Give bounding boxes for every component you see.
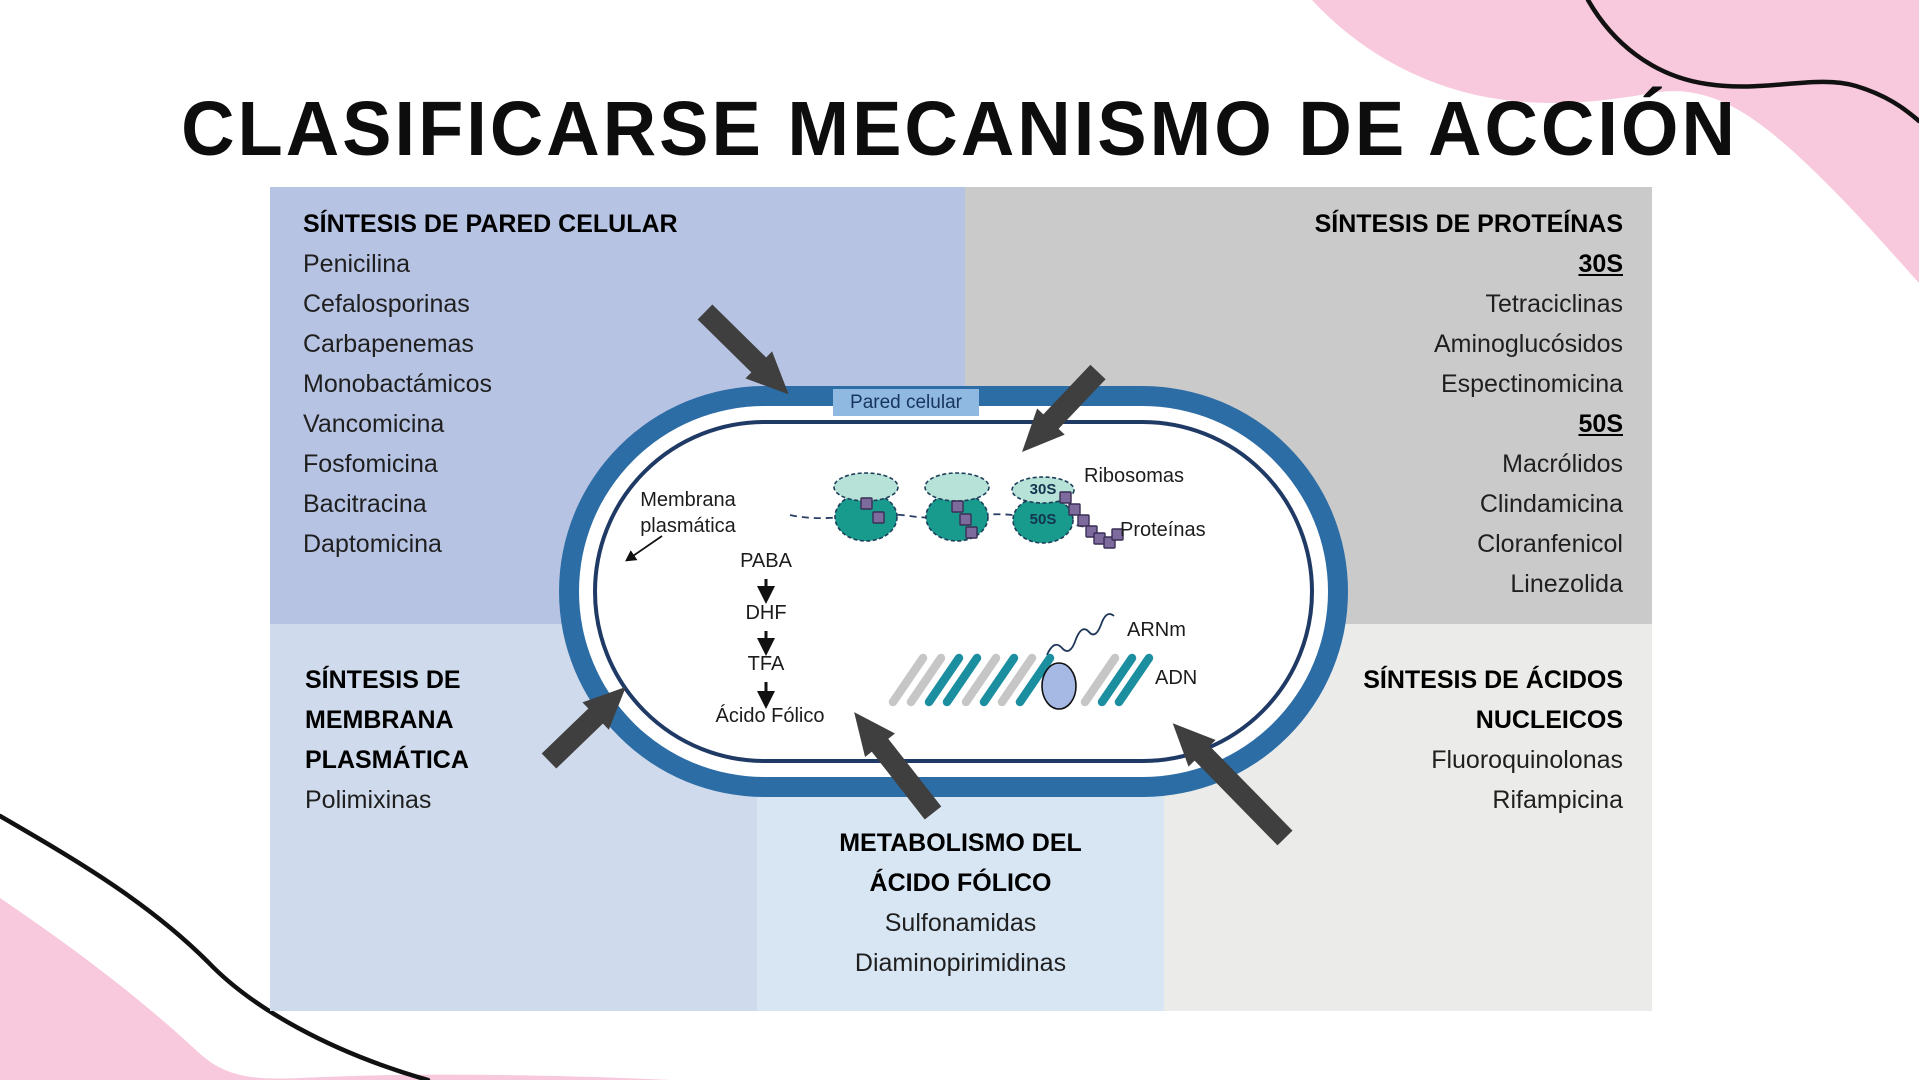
antibiotic-item: Monobactámicos bbox=[303, 370, 492, 398]
proteins-label: Proteínas bbox=[1120, 519, 1206, 541]
antibiotic-item: Sulfonamidas bbox=[884, 909, 1037, 937]
list-header-line: NUCLEICOS bbox=[1475, 706, 1623, 734]
pathway-label-acido-folico: Ácido Fólico bbox=[715, 705, 825, 727]
list-header-line: PLASMÁTICA bbox=[305, 746, 469, 774]
subunit-30s-header: 30S bbox=[1578, 250, 1623, 278]
antibiotic-item: Macrólidos bbox=[1502, 450, 1623, 478]
subunit-50s-header: 50S bbox=[1578, 410, 1623, 438]
list-header: SÍNTESIS DE PARED CELULAR bbox=[303, 210, 678, 238]
antibiotic-item: Carbapenemas bbox=[303, 330, 474, 358]
dna-label: ADN bbox=[1155, 667, 1198, 689]
antibiotic-item: Cefalosporinas bbox=[303, 290, 470, 318]
membrane-label-line: Membrana bbox=[640, 489, 736, 511]
antibiotic-item: Linezolida bbox=[1510, 570, 1623, 598]
list-header-line: MEMBRANA bbox=[305, 706, 454, 734]
mrna-squiggle bbox=[1047, 614, 1114, 655]
pathway-label-paba: PABA bbox=[740, 550, 792, 572]
antibiotic-item: Fosfomicina bbox=[303, 450, 438, 478]
ribosome-50s-label: 50S bbox=[1029, 511, 1057, 528]
antibiotic-item: Clindamicina bbox=[1479, 490, 1623, 518]
membrane-label-line: plasmática bbox=[640, 515, 736, 537]
antibiotic-item: Daptomicina bbox=[303, 530, 442, 558]
antibiotic-item: Fluoroquinolonas bbox=[1431, 746, 1623, 774]
antibiotic-item: Diaminopirimidinas bbox=[854, 949, 1067, 977]
pathway-label-dhf: DHF bbox=[745, 602, 787, 624]
arrow-pared-celular bbox=[705, 312, 768, 374]
antibiotic-item: Bacitracina bbox=[303, 490, 427, 518]
rna-polymerase bbox=[1042, 663, 1076, 709]
antibiotic-item: Cloranfenicol bbox=[1477, 530, 1623, 558]
arrow-acido-folico bbox=[872, 735, 933, 813]
antibiotic-item: Polimixinas bbox=[305, 786, 432, 814]
list-header-line: SÍNTESIS DE ÁCIDOS bbox=[1363, 666, 1623, 694]
ribosomes-label: Ribosomas bbox=[1084, 465, 1185, 487]
arrow-acidos-nucleicos bbox=[1193, 744, 1285, 838]
dna-helix bbox=[893, 658, 1149, 702]
antibiotic-item: Tetraciclinas bbox=[1485, 290, 1623, 318]
antibiotic-item: Vancomicina bbox=[303, 410, 445, 438]
cell-wall-banner: Pared celular bbox=[833, 389, 979, 416]
list-header: SÍNTESIS DE PROTEÍNAS bbox=[1314, 210, 1623, 238]
protein-chain-squares bbox=[861, 492, 1123, 548]
arrow-proteinas bbox=[1042, 372, 1098, 431]
pathway-label-tfa: TFA bbox=[747, 653, 785, 675]
mrna-label: ARNm bbox=[1127, 619, 1186, 641]
membrane-pointer-arrow bbox=[630, 536, 662, 558]
membrane-label bbox=[618, 487, 758, 539]
antibiotic-item: Espectinomicina bbox=[1440, 370, 1623, 398]
arrow-membrana bbox=[549, 707, 605, 761]
list-header-line: METABOLISMO DEL bbox=[839, 829, 1082, 857]
list-header-line: ÁCIDO FÓLICO bbox=[869, 869, 1052, 897]
ribosome-30s-label: 30S bbox=[1029, 481, 1057, 498]
antibiotic-item: Aminoglucósidos bbox=[1434, 330, 1623, 358]
slide-title: CLASIFICARSE MECANISMO DE ACCIÓN bbox=[181, 85, 1738, 172]
antibiotic-item: Rifampicina bbox=[1492, 786, 1623, 814]
list-header-line: SÍNTESIS DE bbox=[305, 666, 461, 694]
antibiotic-item: Penicilina bbox=[303, 250, 411, 278]
